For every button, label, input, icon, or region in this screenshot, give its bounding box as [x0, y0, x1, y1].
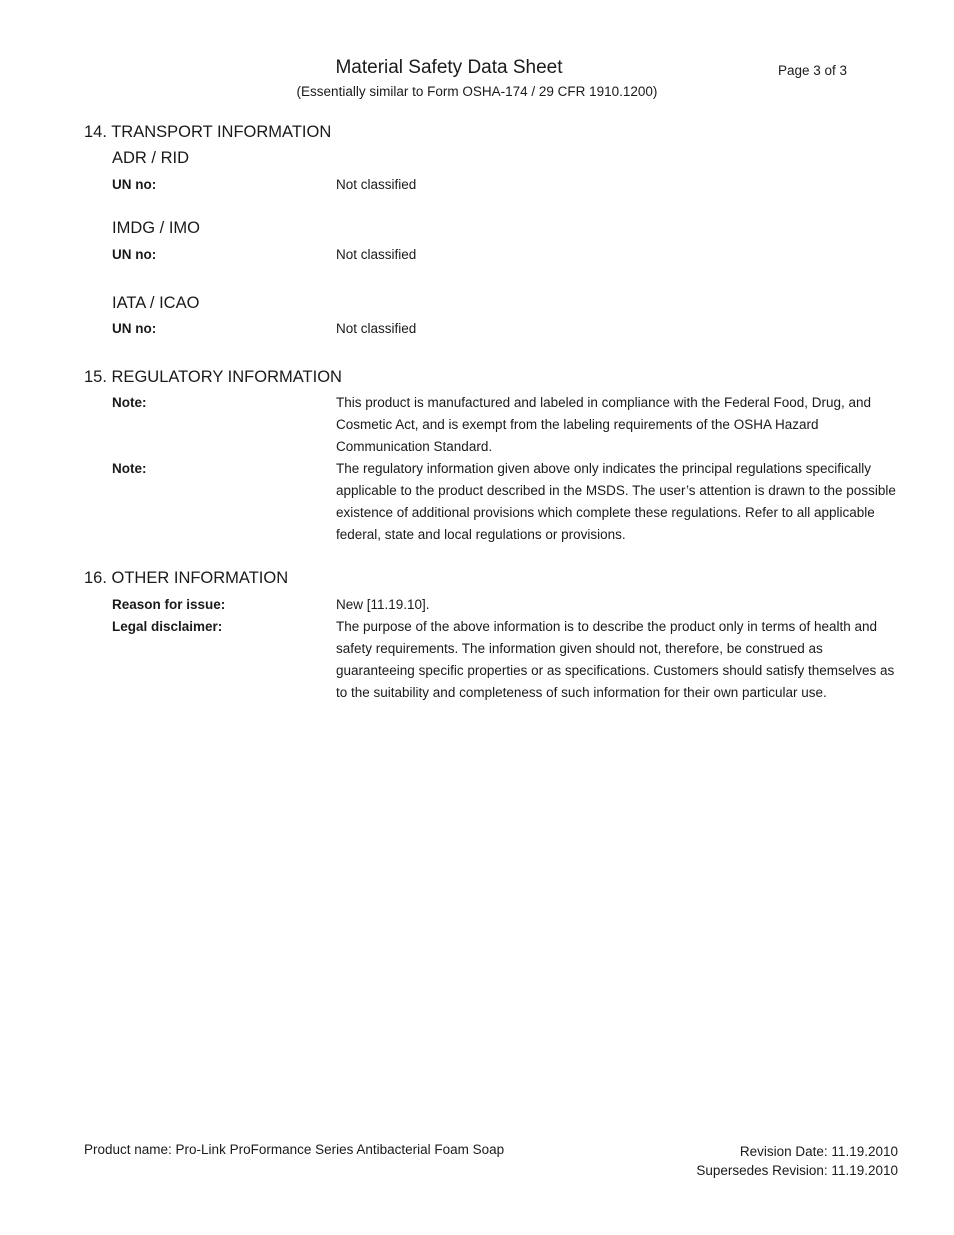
iata-icao-heading: IATA / ICAO: [112, 294, 200, 312]
revision-date: Revision Date: 11.19.2010: [739, 1144, 898, 1159]
iata-un-label: UN no:: [112, 321, 157, 336]
imdg-un-label: UN no:: [112, 247, 157, 262]
section-15-heading: 15. REGULATORY INFORMATION: [84, 368, 342, 386]
adr-un-value: Not classified: [336, 177, 417, 192]
reason-for-issue-value: New [11.19.10].: [336, 597, 430, 612]
reason-for-issue-label: Reason for issue:: [112, 597, 226, 612]
imdg-un-value: Not classified: [336, 247, 417, 262]
footer-product-name: Product name: Pro-Link ProFormance Series Antibacterial Foam Soap: [84, 1142, 505, 1157]
legal-disclaimer-text: The purpose of the above information is to describe the product only in terms of health and safety requirements. The information given should not, therefore, be construed as guaranteeing specific properties or as specifications. Customers should satisfy themselves as to the suitability and completeness of such information for their own particular use.: [336, 619, 895, 700]
adr-rid-heading: ADR / RID: [112, 149, 190, 167]
imdg-imo-heading: IMDG / IMO: [112, 219, 200, 237]
note-1-label: Note:: [112, 395, 147, 410]
section-16-heading: 16. OTHER INFORMATION: [84, 569, 289, 587]
legal-disclaimer-label: Legal disclaimer:: [112, 619, 223, 634]
note-1-text: This product is manufactured and labeled in compliance with the Federal Food, Drug, and Cosmetic Act, and is exempt from the labeling requirements of the OSHA Hazard Communication Standard.: [336, 395, 872, 454]
iata-un-value: Not classified: [336, 321, 417, 336]
supersedes-revision: Supersedes Revision: 11.19.2010: [696, 1163, 898, 1178]
document-title: Material Safety Data Sheet: [335, 57, 563, 78]
section-14-heading: 14. TRANSPORT INFORMATION: [84, 123, 332, 141]
footer-revision-block: [696, 1142, 898, 1180]
adr-un-label: UN no:: [112, 177, 157, 192]
page-number: Page 3 of 3: [778, 63, 848, 78]
note-2-text: The regulatory information given above only indicates the principal regulations specifically applicable to the product described in the MSDS. The user’s attention is drawn to the possible existence of additional provisions which complete these regulations. Refer to all applicable federal, state and local regulations or provisions.: [336, 461, 896, 542]
document-subtitle: (Essentially similar to Form OSHA-174 / 29 CFR 1910.1200): [296, 84, 658, 99]
note-2-label: Note:: [112, 461, 147, 476]
